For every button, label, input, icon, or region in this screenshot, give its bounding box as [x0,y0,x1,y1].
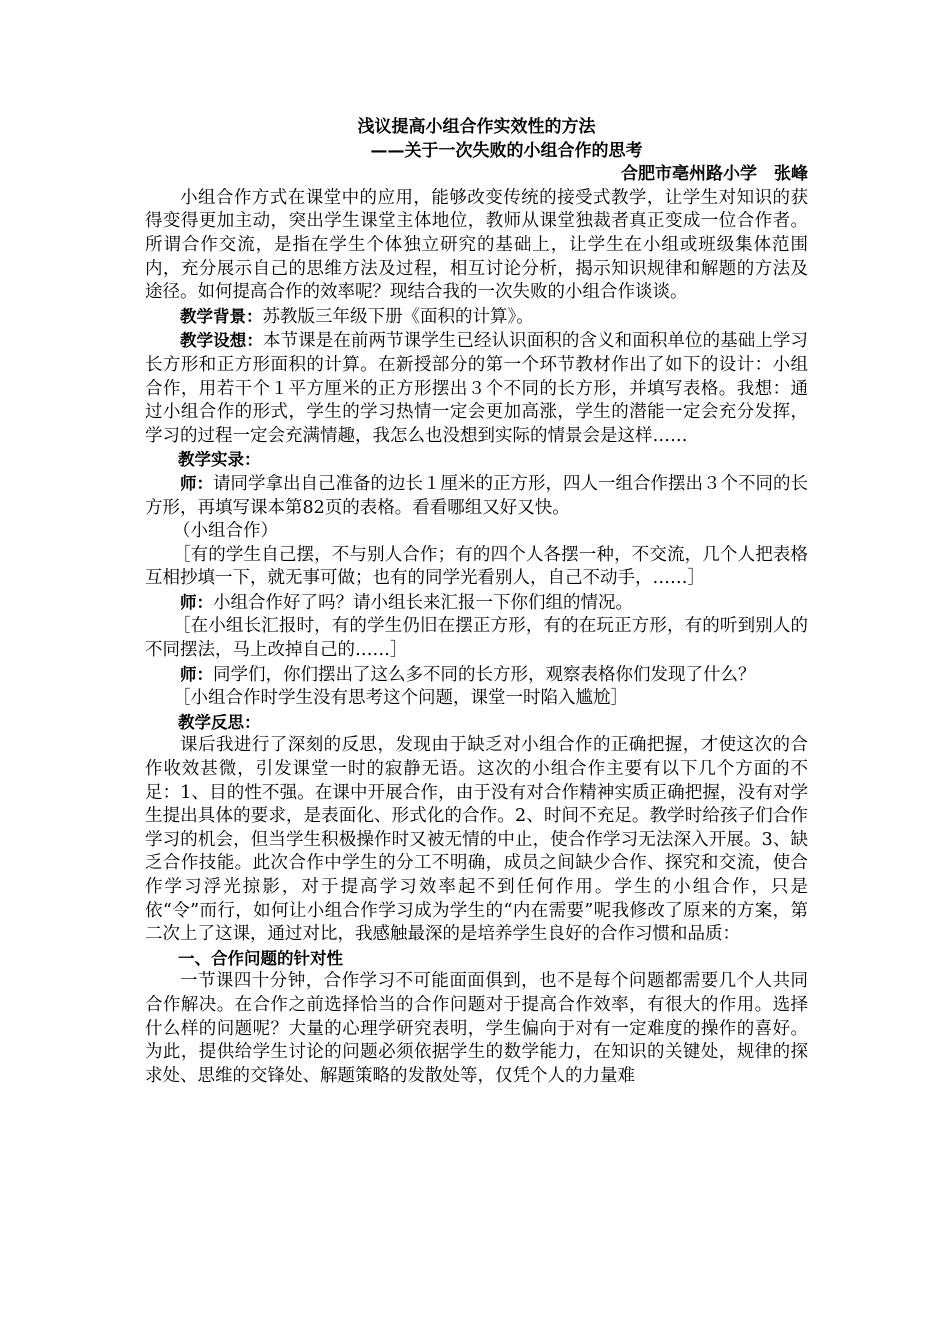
background-text: 苏教版三年级下册《面积的计算》。 [262,306,534,327]
document-subtitle: ——关于一次失败的小组合作的思考 [370,140,643,161]
record-text: 请同学拿出自己准备的边长１厘米的正方形，四人一组合作摆出３个不同的长方形，再填写课本第82页的表格。看看哪组又好又快。 [145,473,808,518]
record-speaker: 师： [180,592,213,612]
background-label: 教学背景： [180,306,263,326]
record-line [145,544,808,591]
background-paragraph [145,305,808,330]
section1-heading: 一、合作问题的针对性 [178,948,343,968]
section1-paragraph: 一节课四十分钟，合作学习不可能面面俱到，也不是每个问题都需要几个人共同合作解决。在合作之前选择恰当的合作问题对于提高合作效率，有很大的作用。选择什么样的问题呢？大量的心理学研究表明，学生偏向于对有一定难度的操作的喜好。为此，提供给学生讨论的问题必须依据学生的数学能力，在知识的关键处，规律的探求处、思维的交锋处、解题策略的发散处等，仅凭个人的力量难 [145,971,808,1086]
record-speaker: 师： [180,664,213,684]
design-paragraph [145,329,808,448]
document-title: 浅议提高小组合作实效性的方法 [357,117,596,137]
design-text: 本节课是在前两节课学生已经认识面积的含义和面积单位的基础上学习长方形和正方形面积的计算。在新授部分的第一个环节教材作出了如下的设计：小组合作，用若干个１平方厘米的正方形摆出３个不同的长方形，并填写表格。我想：通过小组合作的形式，学生的学习热情一定会更加高涨，学生的潜能一定会充分发挥，学习的过程一定会充满情趣，我怎么也没想到实际的情景会是这样…… [145,331,809,446]
record-line [145,615,808,662]
document-page [145,116,808,1088]
record-text: 同学们，你们摆出了这么多不同的长方形，观察表格你们发现了什么？ [213,664,756,685]
record-line [145,591,808,616]
record-heading: 教学实录： [178,450,261,470]
record-line [145,520,808,544]
reflection-paragraph: 课后我进行了深刻的反思，发现由于缺乏对小组合作的正确把握，才使这次的合作收效甚微，引发课堂一时的寂静无语。这次的小组合作主要有以下几个方面的不足：1、目的性不强。在课中开展合作，由于没有对合作精神实质正确把握，没有对学生提出具体的要求，是表面化、形式化的合作。2、时间不充足。教学时给孩子们合作学习的机会，但当学生积极操作时又被无情的中止，使合作学习无法深入开展。3、缺乏合作技能。此次合作中学生的分工不明确，成员之间缺少合作、探究和交流，使合作学习浮光掠影，对于提高学习效率起不到任何作用。学生的小组合作，只是依“令”而行，如何让小组合作学习成为学生的“内在需要”呢我修改了原来的方案，第二次上了这课，通过对比，我感触最深的是培养学生良好的合作习惯和品质： [145,735,808,945]
record-line [145,663,808,688]
author-line: 合肥市亳州路小学 张峰 [621,164,808,185]
record-text: （小组合作） [173,521,278,542]
record-speaker: 师： [180,473,213,493]
intro-paragraph: 小组合作方式在课堂中的应用，能够改变传统的接受式教学，让学生对知识的获得变得更加主动，突出学生课堂主体地位，教师从课堂独裁者真正变成一位合作者。所谓合作交流，是指在学生个体独立研究的基础上，让学生在小组或班级集体范围内，充分展示自己的思维方法及过程，相互讨论分析，揭示知识规律和解题的方法及途径。如何提高合作的效率呢？现结合我的一次失败的小组合作谈谈。 [145,187,808,303]
reflection-heading: 教学反思： [178,712,261,732]
record-text: ［在小组长汇报时，有的学生仍旧在摆正方形，有的在玩正方形，有的听到别人的不同摆法，马上改掉自己的……］ [145,616,808,661]
record-text: 小组合作好了吗？请小组长来汇报一下你们组的情况。 [213,592,633,613]
record-line [145,472,808,520]
record-text: ［小组合作时学生没有思考这个问题，课堂一时陷入尴尬］ [173,688,628,709]
design-label: 教学设想： [180,331,263,351]
record-text: ［有的学生自己摆，不与别人合作；有的四个人各摆一种，不交流，几个人把表格互相抄填一下，就无事可做；也有的同学光看别人，自己不动手，……］ [145,544,808,589]
record-line [145,687,808,711]
